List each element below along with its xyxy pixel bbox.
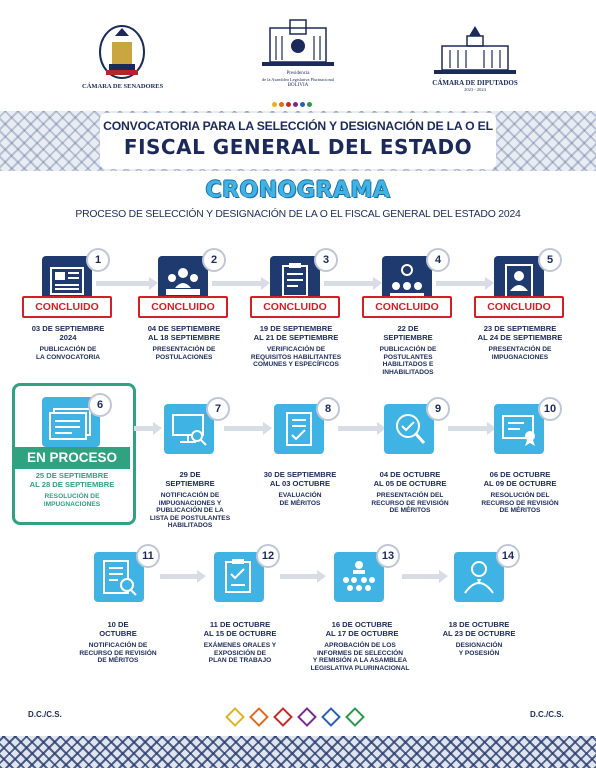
diamond-green-icon — [345, 707, 365, 727]
step-4-date: 22 DE SEPTIEMBRE — [383, 324, 433, 342]
footer-code-right: D.C./C.S. — [530, 710, 564, 719]
step-10-tile — [494, 404, 544, 454]
presidency-logo — [256, 14, 340, 104]
step-5-status-badge: CONCLUIDO — [474, 296, 564, 318]
deputies-logo — [430, 22, 520, 97]
presidency-country: BOLIVIA — [287, 83, 309, 88]
arrow-2-3 — [212, 281, 262, 286]
diamond-purple-icon — [297, 707, 317, 727]
step-10-number: 10 — [538, 397, 562, 421]
step-8-date: 30 DE SEPTIEMBRE AL 03 OCTUBRE — [263, 470, 337, 488]
arrow-1-2 — [96, 281, 150, 286]
step-7-date: 29 DE SEPTIEMBRE — [165, 470, 215, 488]
arrow-7-8 — [224, 426, 264, 431]
step-6-status-badge: EN PROCESO — [14, 447, 130, 469]
arrow-12-13 — [280, 574, 318, 579]
title-box — [100, 113, 496, 169]
step-6-description: RESOLUCIÓN DE IMPUGNACIONES — [43, 493, 101, 508]
footer-code-left: D.C./C.S. — [28, 710, 62, 719]
arrow-9-10 — [448, 426, 488, 431]
step-11-date: 10 DE OCTUBRE — [99, 620, 137, 638]
step-1-number: 1 — [86, 248, 110, 272]
diamond-yellow-icon — [225, 707, 245, 727]
step-8-number: 8 — [316, 397, 340, 421]
cronograma-heading: CRONOGRAMA — [205, 178, 391, 203]
step-4-number: 4 — [426, 248, 450, 272]
arrow-8-9 — [338, 426, 378, 431]
step-2-date: 04 DE SEPTIEMBRE AL 18 SEPTIEMBRE — [147, 324, 221, 342]
step-5-description: PRESENTACIÓN DE IMPUGNACIONES — [488, 346, 552, 361]
step-14-date: 18 DE OCTUBRE AL 23 DE OCTUBRE — [442, 620, 516, 638]
step-13-description: APROBACIÓN DE LOS INFORMES DE SELECCIÓN Y REMISIÓN A LA ASAMBLEA LEGISLATIVA PLURINACIONAL — [310, 642, 410, 672]
step-13-number: 13 — [376, 544, 400, 568]
step-8-description: EVALUACIÓN DE MÉRITOS — [278, 492, 322, 507]
senate-name: CÁMARA DE SENADORES — [82, 83, 164, 90]
senate-emblem-icon — [82, 20, 162, 82]
step-1-date: 03 DE SEPTIEMBRE 2024 — [31, 324, 105, 342]
diamond-red-icon — [273, 707, 293, 727]
step-7-description: NOTIFICACIÓN DE IMPUGNACIONES Y PUBLICACIÓN DE LA LISTA DE POSTULANTES HABILITADOS — [149, 492, 231, 530]
color-dots — [272, 94, 324, 100]
presidency-subtitle: de la Asamblea Legislativa Plurinacional — [262, 77, 334, 82]
step-14-number: 14 — [496, 544, 520, 568]
presidency-title: Presidencia — [286, 71, 310, 76]
step-11-number: 11 — [136, 544, 160, 568]
step-1-status-badge: CONCLUIDO — [22, 296, 112, 318]
step-3-number: 3 — [314, 248, 338, 272]
step-12-number: 12 — [256, 544, 280, 568]
arrow-3-4 — [324, 281, 374, 286]
deputies-building-icon — [430, 22, 520, 78]
step-3-description: VERIFICACIÓN DE REQUISITOS HABILITANTES COMUNES Y ESPECÍFICOS — [250, 346, 342, 369]
deputies-years: 2023 - 2024 — [464, 87, 486, 92]
step-4-description: PUBLICACIÓN DE POSTULANTES HABILITADOS E INHABILITADOS — [379, 346, 437, 376]
title-line2: FISCAL GENERAL DEL ESTADO — [123, 135, 473, 159]
step-12-date: 11 DE OCTUBRE AL 15 DE OCTUBRE — [203, 620, 277, 638]
footer-diamonds — [226, 708, 376, 724]
step-2-description: PRESENTACIÓN DE POSTULACIONES — [152, 346, 216, 361]
footer-pattern-band — [0, 736, 596, 768]
step-2-number: 2 — [202, 248, 226, 272]
diamond-orange-icon — [249, 707, 269, 727]
arrow-11-12 — [160, 574, 198, 579]
step-10-date: 06 DE OCTUBRE AL 09 DE OCTUBRE — [483, 470, 557, 488]
step-1-description: PUBLICACIÓN DE LA CONVOCATORIA — [36, 346, 100, 361]
process-subtitle: PROCESO DE SELECCIÓN Y DESIGNACIÓN DE LA O EL FISCAL GENERAL DEL ESTADO 2024 — [75, 209, 521, 220]
deputies-name: CÁMARA DE DIPUTADOS — [432, 79, 518, 87]
step-7-number: 7 — [206, 397, 230, 421]
step-12-description: EXÁMENES ORALES Y EXPOSICIÓN DE PLAN DE TRABAJO — [203, 642, 277, 665]
step-6-number: 6 — [88, 393, 112, 417]
step-13-date: 16 DE OCTUBRE AL 17 DE OCTUBRE — [325, 620, 399, 638]
step-3-date: 19 DE SEPTIEMBRE AL 21 DE SEPTIEMBRE — [253, 324, 339, 342]
step-11-description: NOTIFICACIÓN DE RECURSO DE REVISIÓN DE MÉRITOS — [79, 642, 157, 665]
step-5-number: 5 — [538, 248, 562, 272]
arrow-4-5 — [436, 281, 486, 286]
step-5-date: 23 DE SEPTIEMBRE AL 24 DE SEPTIEMBRE — [477, 324, 563, 342]
diamond-blue-icon — [321, 707, 341, 727]
step-9-description: PRESENTACIÓN DEL RECURSO DE REVISIÓN DE MÉRITOS — [371, 492, 449, 515]
step-3-status-badge: CONCLUIDO — [250, 296, 340, 318]
step-6-date: 25 DE SEPTIEMBRE AL 28 DE SEPTIEMBRE — [29, 471, 115, 489]
step-2-status-badge: CONCLUIDO — [138, 296, 228, 318]
step-9-number: 9 — [426, 397, 450, 421]
senate-logo — [82, 20, 162, 95]
step-4-status-badge: CONCLUIDO — [362, 296, 452, 318]
step-9-date: 04 DE OCTUBRE AL 05 DE OCTUBRE — [373, 470, 447, 488]
arrow-13-14 — [402, 574, 440, 579]
diploma-icon — [494, 404, 544, 454]
arrow-6-7 — [134, 426, 154, 431]
assembly-building-icon — [256, 14, 340, 70]
title-line1: CONVOCATORIA PARA LA SELECCIÓN Y DESIGNACIÓN DE LA O EL — [103, 119, 493, 133]
step-10-description: RESOLUCIÓN DEL RECURSO DE REVISIÓN DE MÉRITOS — [481, 492, 559, 515]
step-14-description: DESIGNACIÓN Y POSESIÓN — [455, 642, 503, 657]
